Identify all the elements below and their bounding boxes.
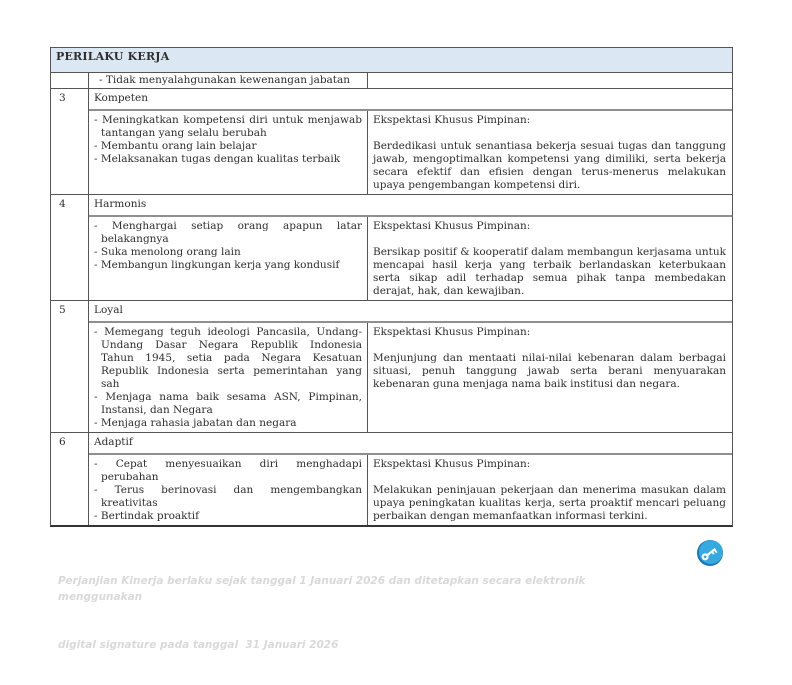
table-section-title: PERILAKU KERJA [56, 50, 170, 63]
footer-note-line1: Perjanjian Kinerja berlaku sejak tanggal 1 Januari 2026 dan ditetapkan secara elektronik menggunakan [58, 575, 590, 603]
behavior-item: - Membantu orang lain belajar [94, 140, 257, 152]
behavior-item: - Membangun lingkungan kerja yang kondusif [94, 259, 340, 271]
expectation-label: Ekspektasi Khusus Pimpinan: [373, 220, 531, 232]
behavior-list [89, 111, 367, 194]
behavior-item: - Melaksanakan tugas dengan kualitas terbaik [94, 153, 341, 165]
perilaku-kerja-table [50, 47, 733, 527]
expectation-cell [367, 111, 732, 194]
expectation-label: Ekspektasi Khusus Pimpinan: [373, 458, 531, 470]
section-title: Loyal [89, 301, 732, 323]
expectation-label: Ekspektasi Khusus Pimpinan: [373, 326, 531, 338]
section-title: Adaptif [89, 433, 732, 455]
behavior-item: - Menjaga rahasia jabatan dan negara [94, 417, 297, 429]
section-adaptif [51, 432, 732, 525]
behavior-list [89, 323, 367, 432]
expectation-label: Ekspektasi Khusus Pimpinan: [373, 114, 531, 126]
behavior-item: - Meningkatkan kompetensi diri untuk menjawab tantangan yang selalu berubah [94, 114, 362, 139]
behavior-item: - Memegang teguh ideologi Pancasila, Undang-Undang Dasar Negara Republik Indonesia Tahun 1945, setia pada Negara Kesatuan Republik Indonesia serta pemerintahan yang sah [94, 326, 362, 390]
carryover-empty-cell [368, 73, 732, 88]
behavior-list [89, 455, 367, 525]
behavior-item: - Suka menolong orang lain [94, 246, 241, 258]
behavior-item: - Cepat menyesuaikan diri menghadapi perubahan [94, 458, 362, 483]
expectation-cell [367, 323, 732, 432]
table-section-header [51, 48, 732, 73]
digital-signature-key-icon [695, 538, 725, 568]
section-number: 5 [51, 301, 89, 432]
expectation-text: Berdedikasi untuk senantiasa bekerja sesuai tugas dan tanggung jawab, mengoptimalkan kompetensi yang dimiliki, serta bekerja secara efektif dan efisien dengan terus-menerus melakukan upaya pengembangan kompetensi diri. [373, 140, 726, 191]
carryover-text: - Tidak menyalahgunakan kewenangan jabatan [89, 73, 368, 88]
section-number: 3 [51, 89, 89, 194]
section-loyal [51, 300, 732, 432]
section-title: Kompeten [89, 89, 732, 111]
footer-note-line2: digital signature pada tanggal 31 Januari 2026 [58, 639, 339, 651]
expectation-cell [367, 217, 732, 300]
section-title: Harmonis [89, 195, 732, 217]
section-number: 6 [51, 433, 89, 525]
expectation-text: Melakukan peninjauan pekerjaan dan menerima masukan dalam upaya peningkatan kualitas kerja, serta proaktif mencari peluang perbaikan dengan memanfaatkan informasi terkini. [373, 484, 726, 522]
behavior-item: - Menjaga nama baik sesama ASN, Pimpinan, Instansi, dan Negara [94, 391, 362, 416]
behavior-item: - Menghargai setiap orang apapun latar belakangnya [94, 220, 362, 245]
behavior-list [89, 217, 367, 300]
carryover-row [51, 73, 732, 89]
expectation-text: Bersikap positif & kooperatif dalam membangun kerjasama untuk mencapai hasil kerja yang terbaik berlandaskan keterbukaan serta sikap adil terhadap semua pihak tanpa membedakan derajat, hak, dan kewajiban. [373, 246, 726, 297]
behavior-item: - Terus berinovasi dan mengembangkan kreativitas [94, 484, 362, 509]
section-harmonis [51, 194, 732, 300]
expectation-cell [367, 455, 732, 525]
section-kompeten [51, 89, 732, 194]
behavior-item: - Bertindak proaktif [94, 510, 200, 522]
carryover-number-cell [51, 73, 89, 88]
footer-note [58, 541, 618, 685]
expectation-text: Menjunjung dan mentaati nilai-nilai kebenaran dalam berbagai situasi, penuh tanggung jawab serta berani menyuarakan kebenaran guna menjaga nama baik institusi dan negara. [373, 352, 726, 390]
section-number: 4 [51, 195, 89, 300]
